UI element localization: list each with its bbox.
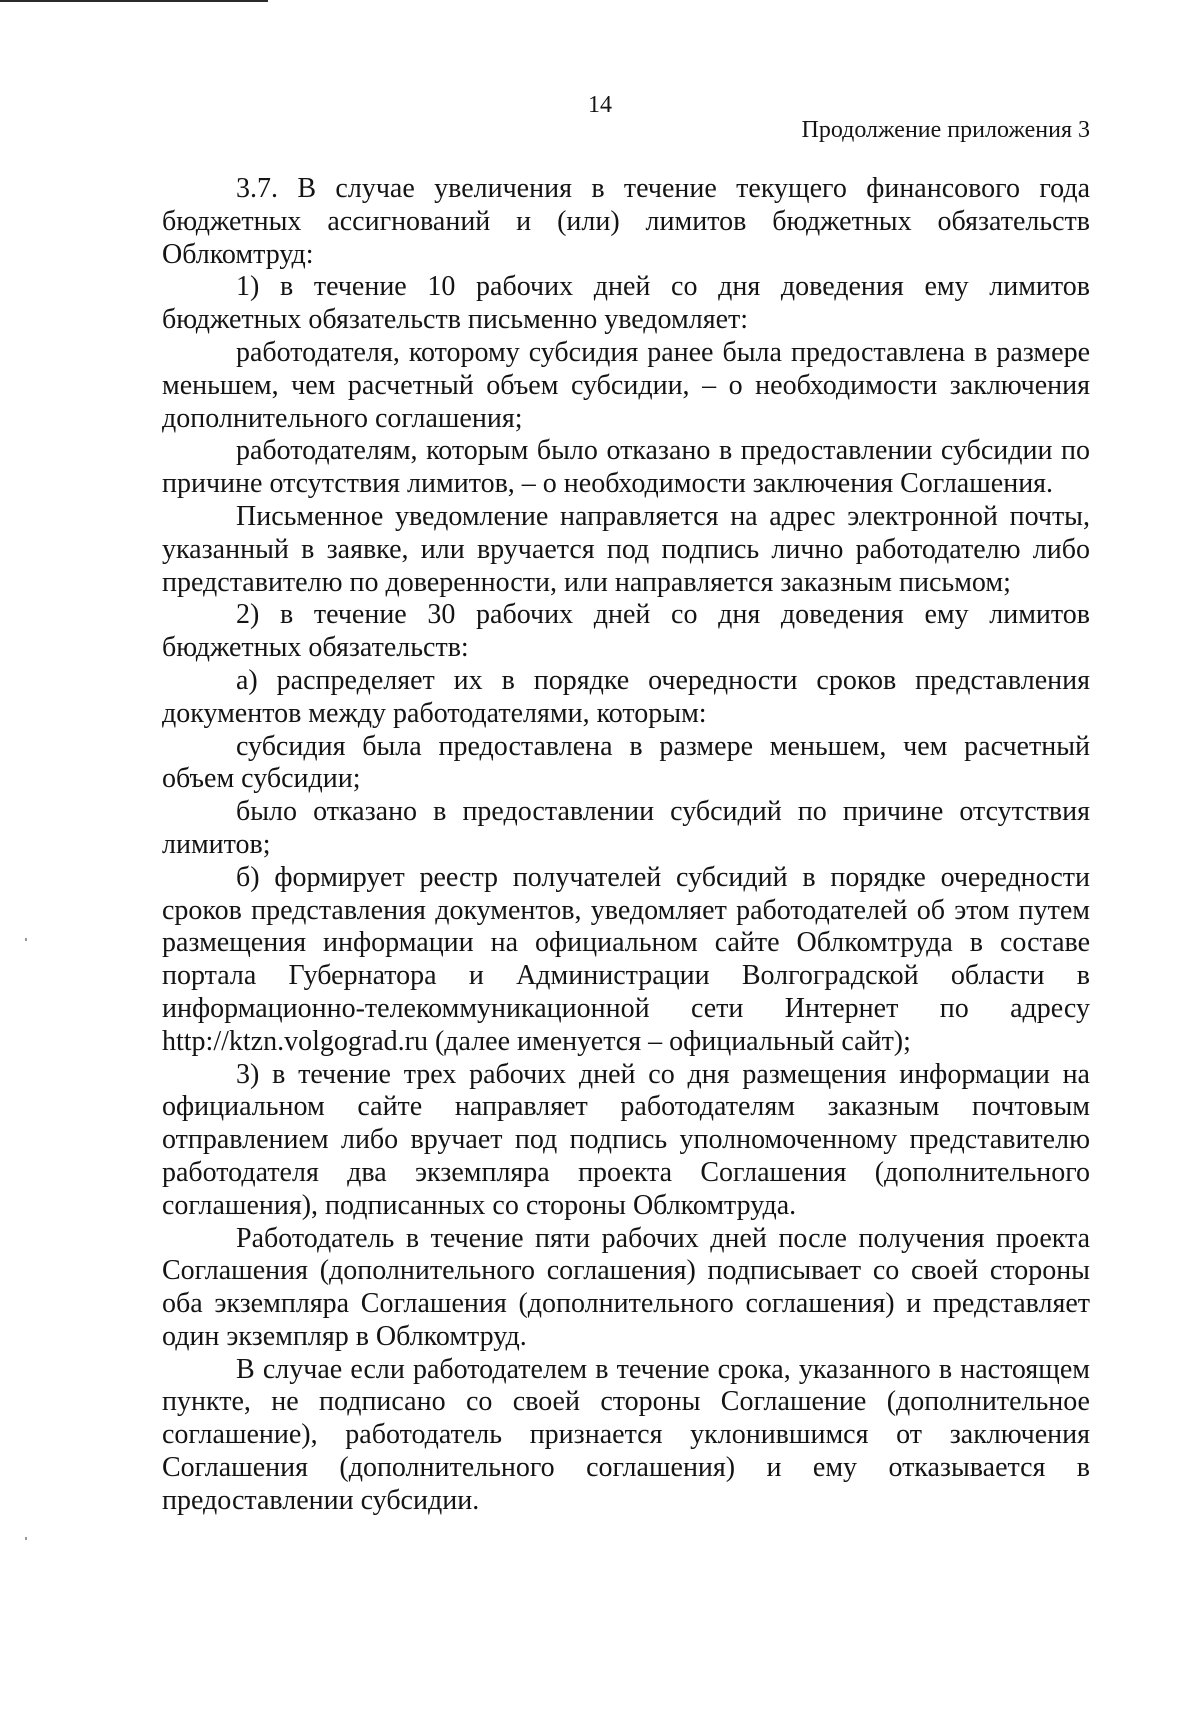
paragraph-employers-refused: работодателям, которым было отказано в предоставлении субсидии по причине отсутствия лимитов, – о необходимости заключения Соглашения.	[162, 435, 1090, 500]
paragraph-item-2a: а) распределяет их в порядке очередности сроков представления документов между работодателями, которым:	[162, 664, 1090, 729]
paragraph-item-2: 2) в течение 30 рабочих дней со дня доведения ему лимитов бюджетных обязательств:	[162, 599, 1090, 664]
page-number: 14	[588, 92, 612, 118]
scan-edge-line	[0, 0, 268, 2]
scan-speck	[25, 938, 27, 941]
paragraph-employer-notice: работодателя, которому субсидия ранее была предоставлена в размере меньшем, чем расчетный объем субсидии, – о необходимости заключения дополнительного соглашения;	[162, 336, 1090, 434]
paragraph-3-7: 3.7. В случае увеличения в течение текущего финансового года бюджетных ассигнований и (или) лимитов бюджетных обязательств Облкомтруд:	[162, 173, 1090, 270]
paragraph-written-notice: Письменное уведомление направляется на адрес электронной почты, указанный в заявке, или вручается под подпись лично работодателю либо представителю по доверенности, или направляется заказным письмом;	[162, 500, 1090, 598]
paragraph-employer-signs: Работодатель в течение пяти рабочих дней после получения проекта Соглашения (дополнительного соглашения) подписывает со своей стороны оба экземпляра Соглашения (дополнительного соглашения) и представляет один экземпляр в Облкомтруд.	[162, 1222, 1090, 1352]
document-body	[162, 173, 1090, 1518]
paragraph-item-3: 3) в течение трех рабочих дней со дня размещения информации на официальном сайте направляет работодателям заказным почтовым отправлением либо вручает под подпись уполномоченному представителю работодателя два экземпляра проекта Соглашения (дополнительного соглашения), подписанных со стороны Облкомтруда.	[162, 1058, 1090, 1221]
paragraph-subsidy-refused: было отказано в предоставлении субсидий по причине отсутствия лимитов;	[162, 796, 1090, 860]
paragraph-subsidy-reduced: субсидия была предоставлена в размере меньшем, чем расчетный объем субсидии;	[162, 730, 1090, 795]
paragraph-item-1: 1) в течение 10 рабочих дней со дня доведения ему лимитов бюджетных обязательств письменно уведомляет:	[162, 271, 1090, 336]
paragraph-item-2b: б) формирует реестр получателей субсидий в порядке очередности сроков представления документов, уведомляет работодателей об этом путем размещения информации на официальном сайте Облкомтруда в составе портала Губернатора и Администрации Волгоградской области в информационно-телекоммуникационной сети Интернет по адресу http://ktzn.volgograd.ru (далее именуется – официальный сайт);	[162, 861, 1090, 1057]
appendix-continuation-note: Продолжение приложения 3	[801, 117, 1090, 143]
scan-speck	[25, 1537, 27, 1540]
paragraph-evasion: В случае если работодателем в течение срока, указанного в настоящем пункте, не подписано со своей стороны Соглашение (дополнительное соглашение), работодатель признается уклонившимся от заключения Соглашения (дополнительного соглашения) и ему отказывается в предоставлении субсидии.	[162, 1353, 1090, 1516]
